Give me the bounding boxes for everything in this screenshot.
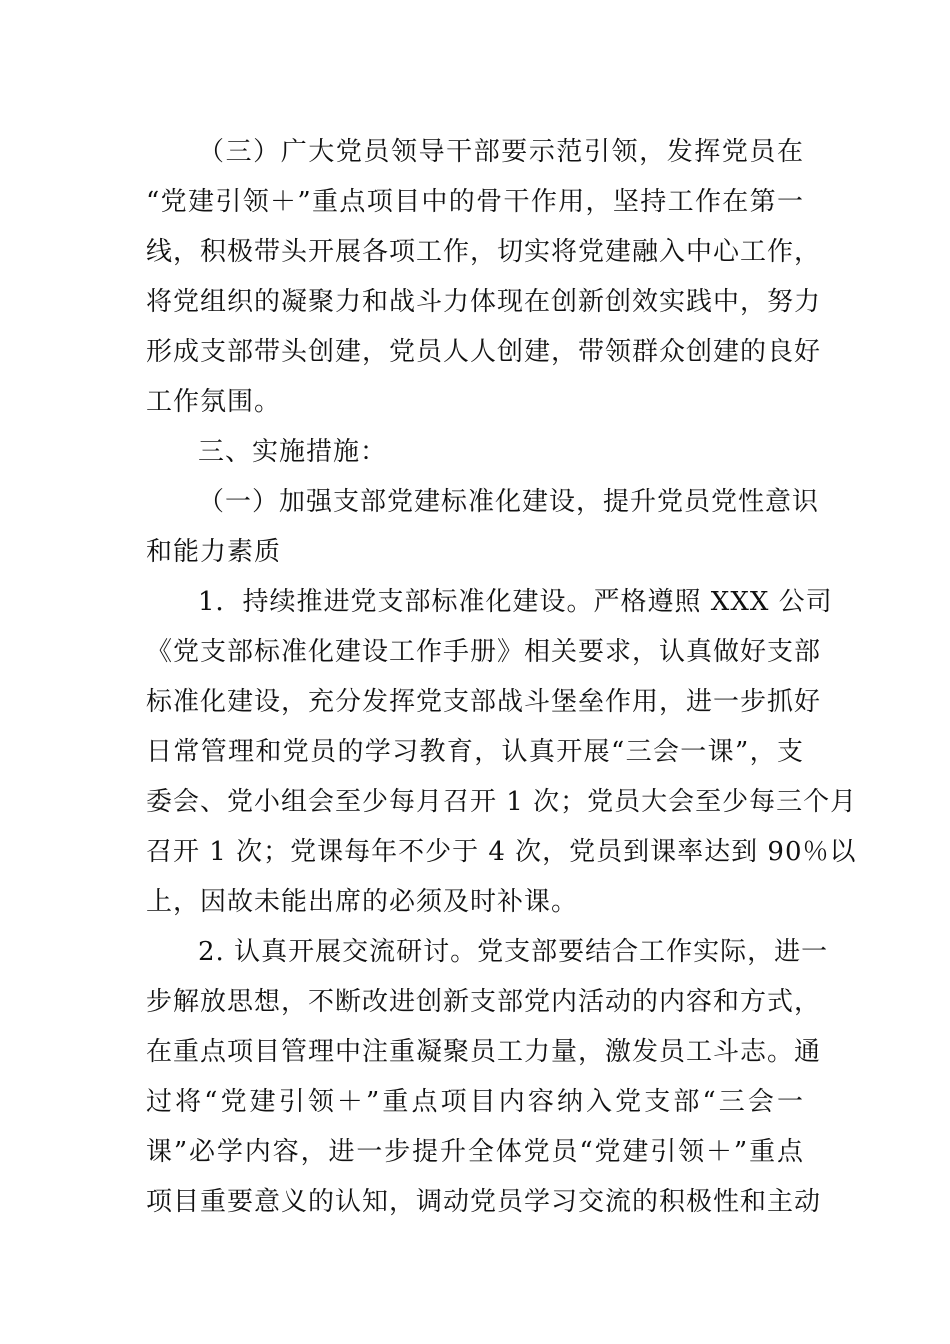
paragraph-3-line: 将党组织的凝聚力和战斗力体现在创新创效实践中，努力 [146,287,822,317]
item-2-line: 课”必学内容，进一步提升全体党员“党建引领＋”重点 [146,1137,804,1167]
item-1-line: 召开 1 次；党课每年不少于 4 次，党员到课率达到 90％以 [146,837,857,867]
paragraph-3-line: 工作氛围。 [146,387,282,417]
item-1-line: 标准化建设，充分发挥党支部战斗堡垒作用，进一步抓好 [146,687,822,717]
paragraph-3-line: 形成支部带头创建，党员人人创建，带领群众创建的良好 [146,337,822,367]
item-2-line: 过将“党建引领＋”重点项目内容纳入党支部“三会一 [146,1087,804,1117]
item-2-line: 在重点项目管理中注重凝聚员工力量，激发员工斗志。通 [146,1037,822,1067]
paragraph-3-line: （三）广大党员领导干部要示范引领，发挥党员在 [198,137,804,167]
item-1-line: 《党支部标准化建设工作手册》相关要求，认真做好支部 [146,637,822,667]
item-1-line: 1．持续推进党支部标准化建设。严格遵照 XXX 公司 [198,587,833,617]
subsection-heading-line: （一）加强支部党建标准化建设，提升党员党性意识 [198,487,820,517]
item-1-line: 上，因故未能出席的必须及时补课。 [146,887,579,917]
section-heading: 三、实施措施： [198,437,388,467]
paragraph-3-line: 线，积极带头开展各项工作，切实将党建融入中心工作， [146,237,822,267]
subsection-heading-line: 和能力素质 [146,537,282,567]
item-2-line: 2. 认真开展交流研讨。党支部要结合工作实际，进一 [198,937,829,967]
item-2-line: 项目重要意义的认知，调动党员学习交流的积极性和主动 [146,1187,822,1217]
item-2-line: 步解放思想，不断改进创新支部党内活动的内容和方式， [146,987,822,1017]
item-1-line: 日常管理和党员的学习教育，认真开展“三会一课”，支 [146,737,804,767]
paragraph-3-line: “党建引领＋”重点项目中的骨干作用，坚持工作在第一 [146,187,804,217]
item-1-line: 委会、党小组会至少每月召开 1 次；党员大会至少每三个月 [146,787,858,817]
